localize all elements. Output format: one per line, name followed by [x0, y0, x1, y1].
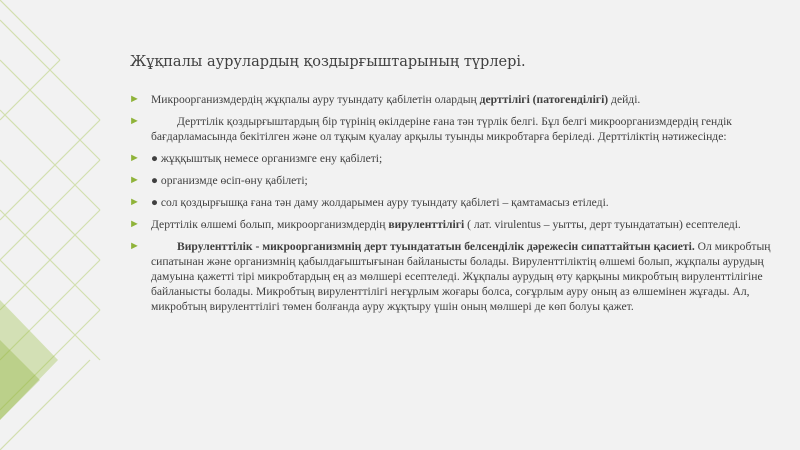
paragraph-text: Дерттілік өлшемі болып, микроорганизмдердің — [151, 218, 389, 231]
list-item — [129, 92, 775, 107]
paragraph-text: ( лат. virulentus – уытты, дерт туындататын) есептеледі. — [464, 218, 741, 231]
term-pathogenicity: дерттілігі (патогенділігі) — [479, 93, 609, 106]
bullet-arrow-icon: ► — [129, 115, 140, 127]
bullet-arrow-icon: ► — [129, 152, 140, 164]
bullet-arrow-icon: ► — [129, 174, 140, 186]
list-item — [129, 217, 775, 232]
slide-content — [129, 92, 775, 321]
paragraph-text: Ол микробтың сипатынан және организмнің қабылдағыштығынан байланысты болады. Вируленттіліктің өлшемі болып, жұқпалы аурудың дамуына қажетті тірі микробтардың ең аз мөлшері есептеледі. Жұқпалы аурудың өту қарқыны микробтың вируленттілігіне байланысты болады. Микробтың вируленттілігі неғұрлым жоғары болса, соғұрлым ауру оның аз өлшемінен жұғады. Ал, микробтың вируленттілігі төмен болғанда ауру жұқтыру үшін оның мөлшері де көп болуы қажет. — [151, 240, 771, 313]
list-item — [129, 151, 775, 166]
list-item — [129, 173, 775, 188]
list-item — [129, 239, 775, 314]
paragraph-text: дейді. — [608, 93, 641, 106]
bullet-arrow-icon: ► — [129, 93, 140, 105]
paragraph-text: Микроорганизмдердің жұқпалы ауру туындату қабілетін олардың — [151, 93, 480, 106]
bullet-arrow-icon: ► — [129, 218, 140, 230]
term-virulence-definition: Вируленттілік - микроорганизмнің дерт туындататын белсенділік дәрежесін сипаттайтын қасиеті. — [177, 240, 695, 253]
paragraph-text: ● сол қоздырғышқа ғана тән даму жолдарымен ауру туындату қабілеті – қамтамасыз етіледі. — [151, 196, 609, 209]
slide-title: Жұқпалы аурулардың қоздырғыштарының түрлері. — [130, 54, 526, 70]
list-item — [129, 195, 775, 210]
bullet-arrow-icon: ► — [129, 240, 140, 252]
paragraph-text: ● жұққыштық немесе организмге ену қабілеті; — [151, 152, 383, 165]
term-virulence: вируленттілігі — [388, 218, 465, 231]
paragraph-text: Дерттілік қоздырғыштардың бір түрінің өкілдеріне ғана тән түрлік белгі. Бұл белгі микроорганизмдердің гендік бағдарламасында бекітілген және ол тұқым қуалау арқылы туынды микробтарға беріледі. Дерттіліктің нәтижесінде: — [151, 115, 732, 143]
decorative-triangles — [0, 0, 110, 450]
list-item — [129, 114, 775, 144]
bullet-arrow-icon: ► — [129, 196, 140, 208]
paragraph-text: ● организмде өсіп-өну қабілеті; — [151, 174, 308, 187]
